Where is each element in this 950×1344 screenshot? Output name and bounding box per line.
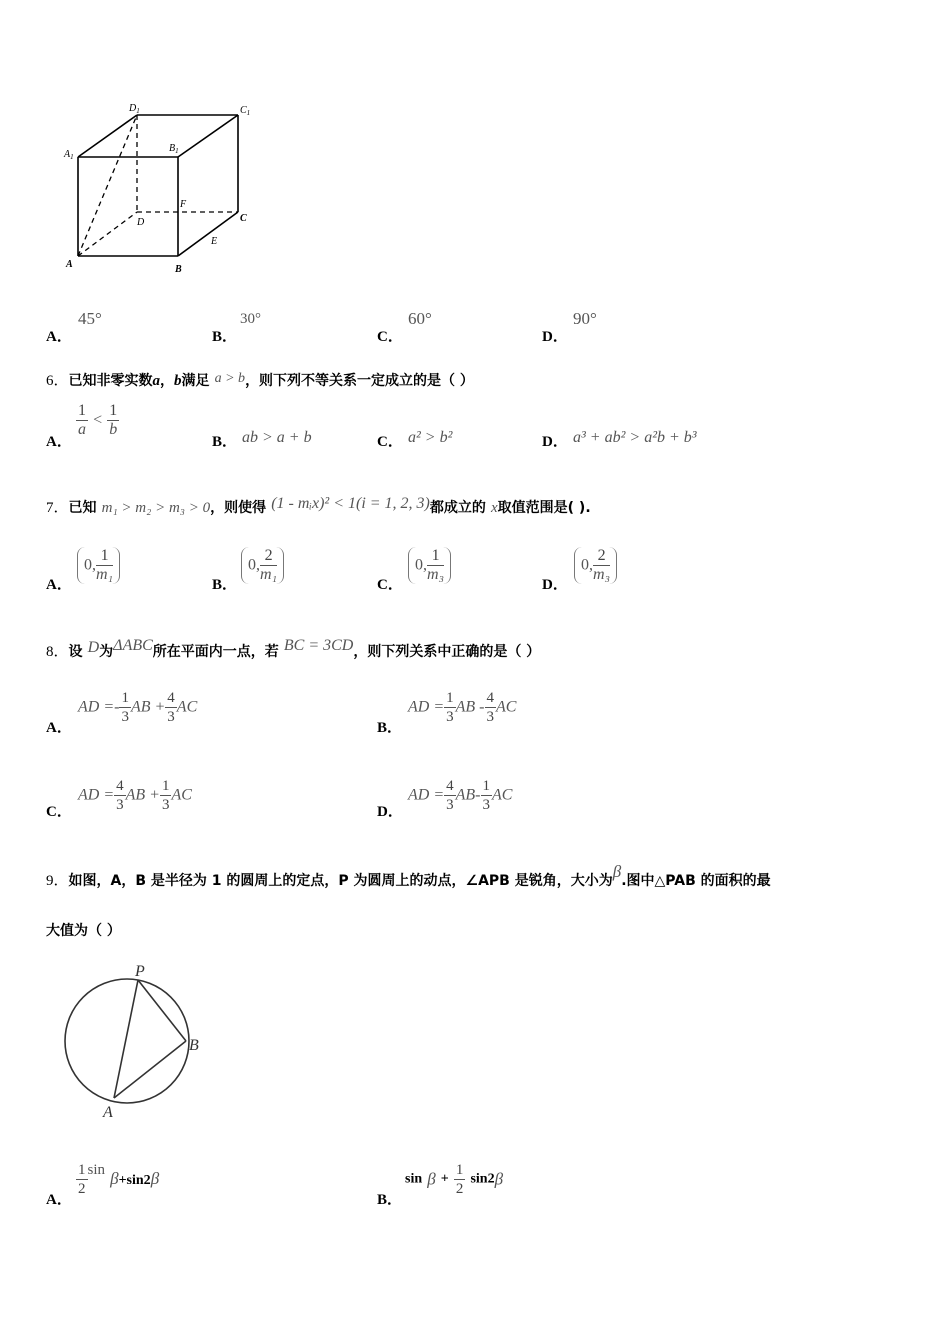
- q5-option-b-value: 30°: [240, 311, 261, 327]
- q8-text-a: 设: [68, 644, 83, 660]
- q8-text-c: 所在平面内一点，若: [152, 644, 279, 660]
- q9-option-b-expr: sin β + $\frac{1}{2}$ sin2β: [405, 1162, 504, 1197]
- circle: [65, 979, 189, 1103]
- q8-number: 8．: [46, 644, 69, 660]
- q7-option-d-label: D．: [542, 577, 568, 593]
- q9-option-a-label: A．: [46, 1192, 72, 1208]
- label-b: B: [175, 264, 182, 275]
- circle-label-b: B: [189, 1037, 199, 1054]
- q6-text-b: 满足: [181, 373, 210, 389]
- edge-b-c: [178, 212, 238, 256]
- q9-stem-line1: [46, 862, 771, 890]
- q6-text-a: 已知非零实数: [68, 373, 153, 389]
- q7-option-d-expr: 0, $\frac{2}{\text{m₃}}$: [574, 547, 617, 584]
- q7-text-c: 都成立的: [429, 500, 486, 516]
- q8-option-c-label: C．: [46, 804, 72, 820]
- q9-option-b-label: B．: [377, 1192, 403, 1208]
- segment-p-a: [114, 980, 138, 1098]
- label-a1: $A_1$: [64, 149, 74, 161]
- q7-text-a: 已知: [68, 500, 97, 516]
- q8-text-d: ，则下列关系中正确的是（ ）: [353, 644, 541, 660]
- label-c: C: [240, 213, 247, 224]
- q8-option-a-label: A．: [46, 720, 72, 736]
- q6-comma: ，: [160, 373, 175, 389]
- q8-condition: BC = 3CD: [283, 637, 354, 654]
- q5-option-d-label: D．: [542, 329, 568, 345]
- q7-option-a-expr: 0, $\frac{1}{\text{m₁}}$: [77, 547, 120, 584]
- q8-option-b-label: B．: [377, 720, 403, 736]
- q6-option-c-label: C．: [377, 434, 403, 450]
- q6-var-b: b: [174, 373, 182, 389]
- q6-option-d-label: D．: [542, 434, 568, 450]
- label-d: D: [137, 217, 145, 228]
- q7-number: 7．: [46, 500, 69, 516]
- q5-option-b-label: B．: [212, 329, 238, 345]
- segment-a-b: [114, 1041, 186, 1098]
- q7-stem: [46, 496, 591, 517]
- q6-option-a-label: A．: [46, 434, 72, 450]
- q8-option-b-expr: AD = $\frac{1}{3}$ AB - $\frac{4}{3}$ AC: [408, 690, 517, 725]
- q8-triangle: ΔABC: [113, 637, 153, 654]
- q7-text-d: 取值范围是( ).: [497, 500, 591, 516]
- q8-option-d-label: D．: [377, 804, 403, 820]
- q6-var-a: a: [152, 373, 161, 389]
- label-f: F: [180, 199, 187, 210]
- q6-option-c-expr: a² > b²: [408, 429, 453, 446]
- label-c1: $C_1$: [240, 105, 251, 117]
- circle-figure: [55, 955, 220, 1125]
- q7-inequality: (1 - mᵢx)² < 1(i = 1, 2, 3): [271, 495, 430, 512]
- q7-option-c-label: C．: [377, 577, 403, 593]
- q7-option-a-label: A．: [46, 577, 72, 593]
- q5-option-c-value: 60°: [408, 309, 432, 328]
- q9-beta: β: [612, 862, 622, 881]
- q6-condition: a > b: [214, 371, 246, 386]
- q8-option-d-expr: AD = $\frac{4}{3}$ AB- $\frac{1}{3}$ AC: [408, 778, 513, 813]
- q8-option-c-expr: AD = $\frac{4}{3}$ AB + $\frac{1}{3}$ AC: [78, 778, 192, 813]
- circle-label-p: P: [135, 963, 145, 980]
- label-d1: $D_1$: [129, 103, 140, 115]
- edge-b1-c1: [178, 115, 238, 157]
- q7-condition: m₁ > m₂ > m₃ > 0: [101, 500, 211, 516]
- circle-label-a: A: [103, 1104, 113, 1121]
- q7-option-b-expr: 0, $\frac{2}{\text{m₁}}$: [241, 547, 284, 584]
- q5-option-d-value: 90°: [573, 309, 597, 328]
- q6-option-b-expr: ab > a + b: [242, 429, 312, 446]
- q6-text-c: ，则下列不等关系一定成立的是（ ）: [245, 373, 474, 389]
- q6-option-a-expr: $\frac{1}{a}$ < $\frac{1}{b}$: [78, 402, 118, 438]
- q8-var-d: D: [87, 639, 100, 656]
- q8-option-a-expr: AD =- $\frac{1}{3}$ AB + $\frac{4}{3}$ AC: [78, 690, 198, 725]
- label-e: E: [211, 236, 218, 247]
- q7-option-c-expr: 0, $\frac{1}{\text{m₃}}$: [408, 547, 451, 584]
- label-a: A: [66, 259, 73, 270]
- cube-figure: [55, 95, 275, 285]
- q9-option-a-expr: $\frac{1}{2}$ sin β+sin2β: [78, 1162, 160, 1197]
- q5-option-a-label: A．: [46, 329, 72, 345]
- q6-stem: [46, 369, 474, 390]
- q7-text-b: ，则使得: [210, 500, 267, 516]
- q9-number: 9．: [46, 873, 69, 889]
- q6-option-b-label: B．: [212, 434, 238, 450]
- q9-line1-end: .图中△PAB 的面积的最: [621, 873, 771, 889]
- q8-text-b: 为: [99, 644, 114, 660]
- q8-stem: [46, 637, 541, 661]
- q9-line1: 如图，A，B 是半径为 1 的圆周上的定点，P 为圆周上的动点，∠APB 是锐角，大小为: [68, 873, 613, 889]
- q7-option-b-label: B．: [212, 577, 238, 593]
- dashed-a-d: [78, 212, 137, 256]
- q6-number: 6．: [46, 373, 69, 389]
- q9-line2: 大值为（ ）: [46, 923, 121, 939]
- q5-option-c-label: C．: [377, 329, 403, 345]
- q7-var-x: x: [490, 500, 498, 516]
- q5-option-a-value: 45°: [78, 309, 102, 328]
- label-b1: $B_1$: [169, 143, 179, 155]
- q6-option-d-expr: a³ + ab² > a²b + b³: [573, 429, 697, 446]
